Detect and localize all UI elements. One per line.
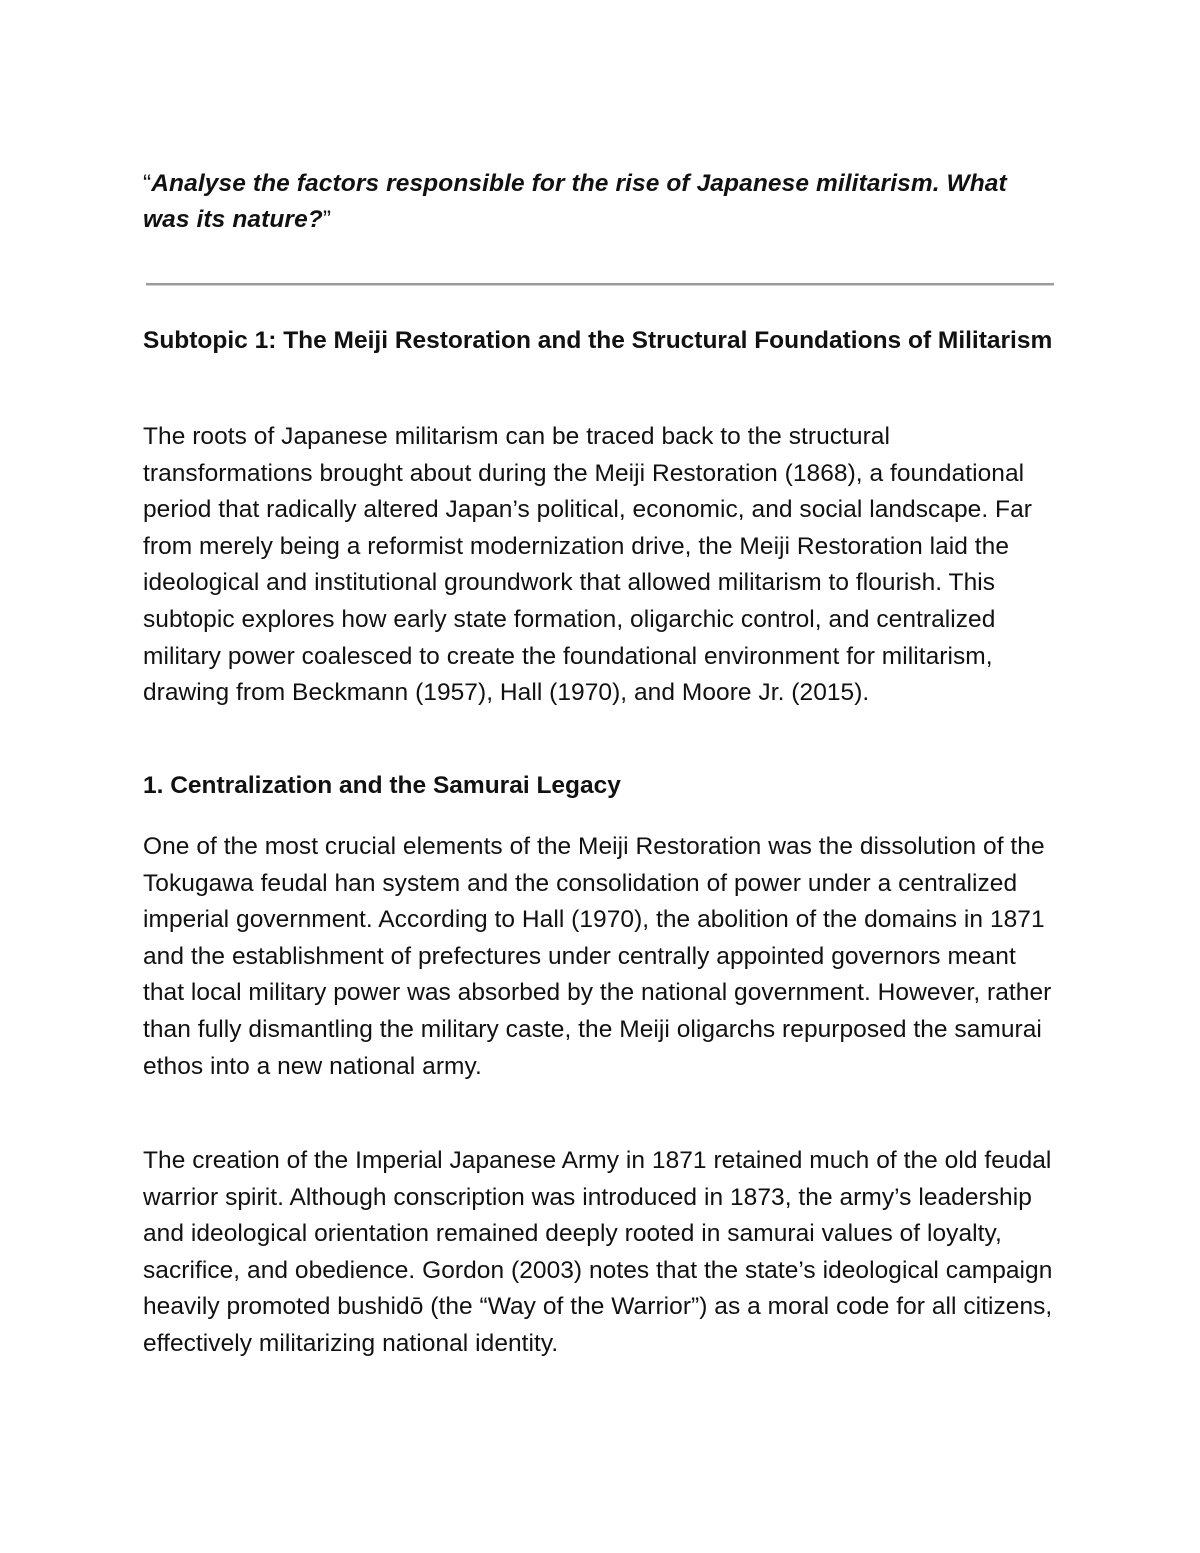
intro-paragraph: The roots of Japanese militarism can be traced back to the structural transformations brought about during the Meiji Restoration (1868), a foundational period that radically altered Japan’s political, economic, and social landscape. Far from merely being a reformist modernization drive, the Meiji Restoration laid the ideological and institutional groundwork that allowed militarism to flourish. This subtopic explores how early state formation, oligarchic control, and centralized military power coalesced to create the foundational environment for militarism, drawing from Beckmann (1957), Hall (1970), and Moore Jr. (2015). (143, 423, 1032, 707)
close-quote: ” (322, 206, 332, 233)
essay-question-block (143, 166, 1058, 238)
section-paragraph: The creation of the Imperial Japanese Army in 1871 retained much of the old feudal warrior spirit. Although conscription was introduced in 1873, the army’s leadership and ideological orientation remained deeply rooted in samurai values of loyalty, sacrifice, and obedience. Gordon (2003) notes that the state’s ideological campaign heavily promoted bushidō (the “Way of the Warrior”) as a moral code for all citizens, effectively militarizing national identity. (143, 1147, 1053, 1357)
open-quote: “ (143, 170, 152, 197)
subtopic-heading: Subtopic 1: The Meiji Restoration and the Structural Foundations of Militarism (143, 327, 1053, 354)
horizontal-divider (146, 283, 1054, 286)
section-heading: 1. Centralization and the Samurai Legacy (143, 772, 621, 799)
essay-question (143, 166, 1058, 238)
section-paragraph: One of the most crucial elements of the Meiji Restoration was the dissolution of the Tokugawa feudal han system and the consolidation of power under a centralized imperial government. According to Hall (1970), the abolition of the domains in 1871 and the establishment of prefectures under centrally appointed governors meant that local military power was absorbed by the national government. However, rather than fully dismantling the military caste, the Meiji oligarchs repurposed the samurai ethos into a new national army. (143, 833, 1052, 1080)
essay-question-text: Analyse the factors responsible for the rise of Japanese militarism. What was its nature? (143, 170, 1007, 233)
